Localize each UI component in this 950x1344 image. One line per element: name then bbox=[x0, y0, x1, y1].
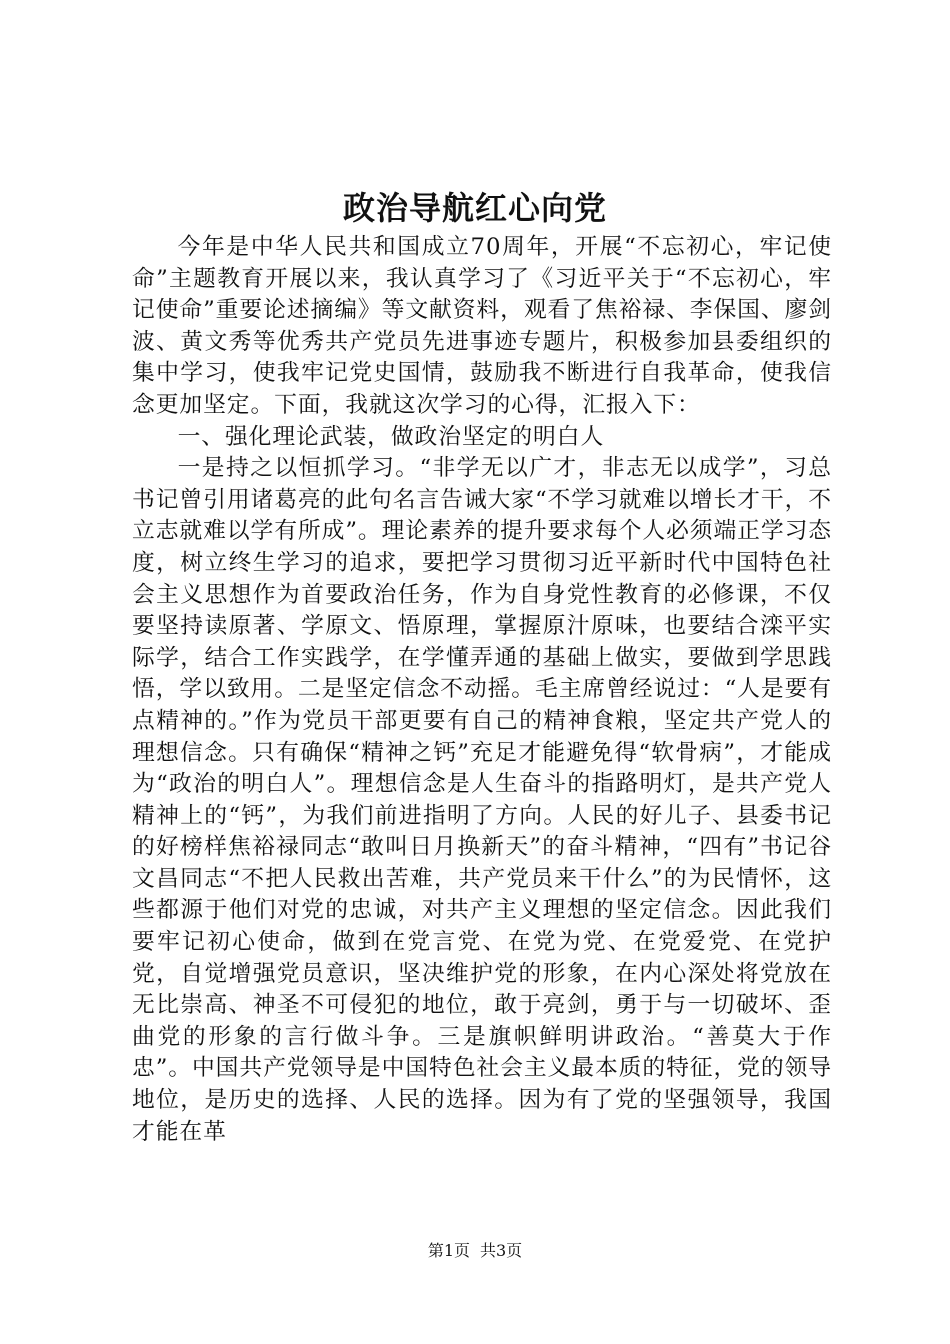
intro-paragraph: 今年是中华人民共和国成立70周年，开展“不忘初心，牢记使命”主题教育开展以来，我认真学习了《习近平关于“不忘初心，牢记使命”重要论述摘编》等文献资料，观看了焦裕禄、李保国、廖剑波、黄文秀等优秀共产党员先进事迹专题片，积极参加县委组织的集中学习，使我牢记党史国情，鼓励我不断进行自我革命，使我信念更加坚定。下面，我就这次学习的心得，汇报入下： bbox=[132, 234, 832, 418]
body-paragraph: 一是持之以恒抓学习。“非学无以广才，非志无以成学”，习总书记曾引用诸葛亮的此句名言告诫大家“不学习就难以增长才干，不立志就难以学有所成”。理论素养的提升要求每个人必须端正学习态度，树立终生学习的追求，要把学习贯彻习近平新时代中国特色社会主义思想作为首要政治任务，作为自身党性教育的必修课，不仅要坚持读原著、学原文、悟原理，掌握原汁原味，也要结合滦平实际学，结合工作实践学，在学懂弄通的基础上做实，要做到学思践悟，学以致用。二是坚定信念不动摇。毛主席曾经说过：“人是要有点精神的。”作为党员干部更要有自己的精神食粮，坚定共产党人的理想信念。只有确保“精神之钙”充足才能避免得“软骨病”，才能成为“政治的明白人”。理想信念是人生奋斗的指路明灯，是共产党人精神上的“钙”，为我们前进指明了方向。人民的好儿子、县委书记的好榜样焦裕禄同志“敢叫日月换新天”的奋斗精神，“四有”书记谷文昌同志“不把人民救出苦难，共产党员来干什么”的为民情怀，这些都源于他们对党的忠诚，对共产主义理想的坚定信念。因此我们要牢记初心使命，做到在党言党、在党为党、在党爱党、在党护党，自觉增强党员意识，坚决维护党的形象，在内心深处将党放在无比崇高、神圣不可侵犯的地位，敢于亮剑，勇于与一切破坏、歪曲党的形象的言行做斗争。三是旗帜鲜明讲政治。“善莫大于作忠”。中国共产党领导是中国特色社会主义最本质的特征，党的领导地位，是历史的选择、人民的选择。因为有了党的坚强领导，我国才能在革 bbox=[132, 455, 832, 1145]
page-total: 共3页 bbox=[480, 1241, 523, 1260]
page-footer bbox=[0, 1240, 950, 1262]
section-heading: 一、强化理论武装，做政治坚定的明白人 bbox=[177, 423, 605, 450]
page-number: 第1页 bbox=[427, 1241, 470, 1260]
document-title: 政治导航红心向党 bbox=[342, 189, 607, 227]
document-body bbox=[132, 232, 832, 1148]
